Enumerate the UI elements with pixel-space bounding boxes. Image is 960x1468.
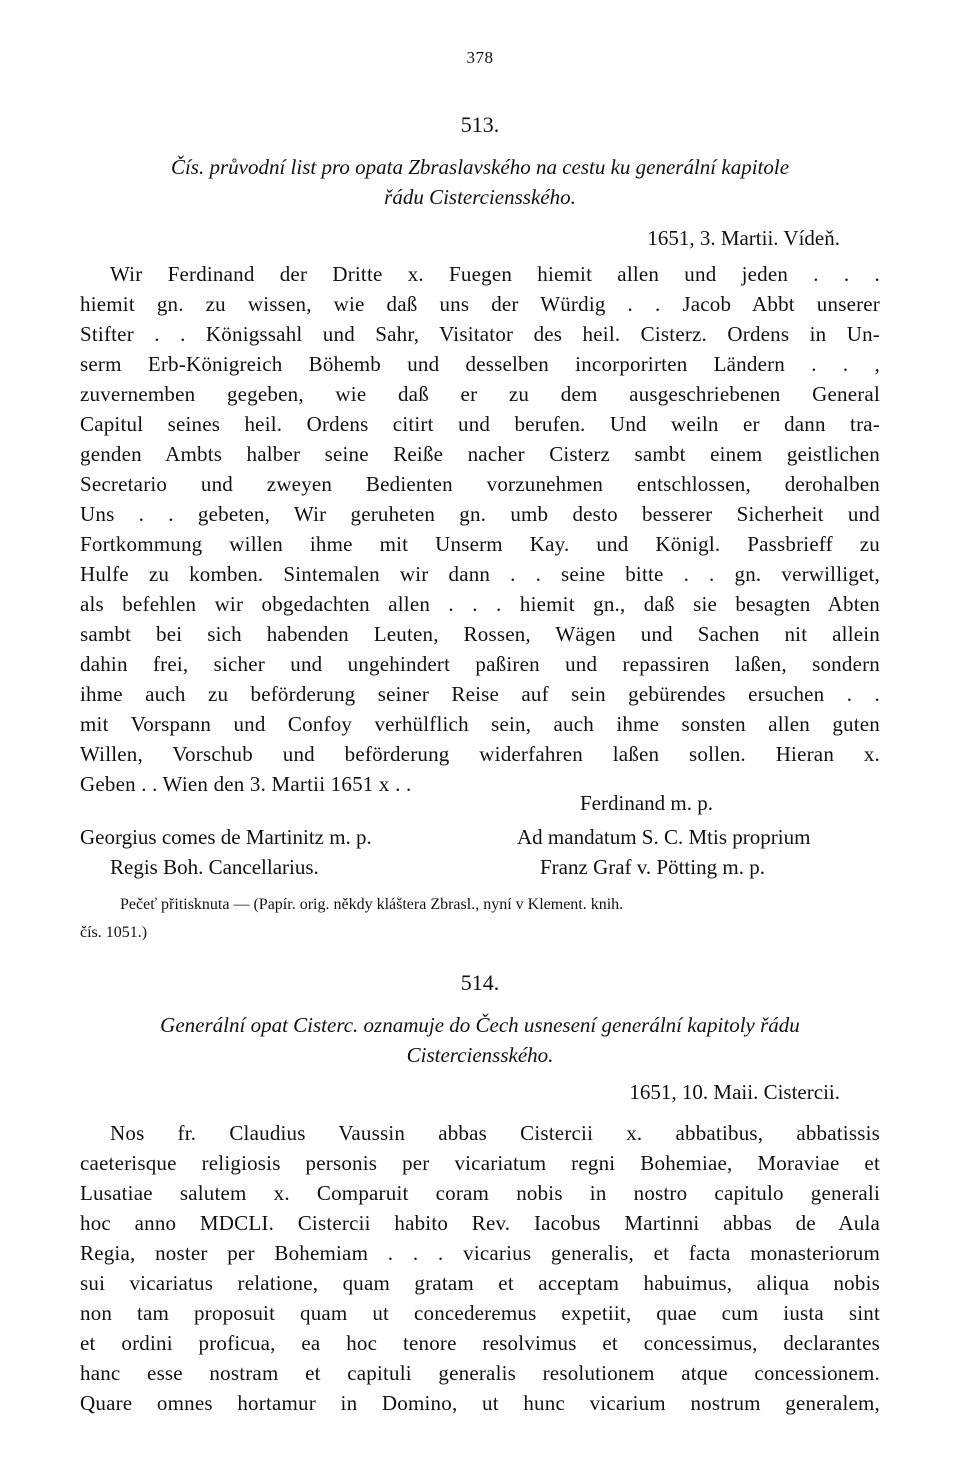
text-line: Willen, Vorschub und beförderung widerfahren laßen sollen. Hieran x.: [80, 742, 880, 766]
text-line: Secretario und zweyen Bedienten vorzunehmen entschlossen, derohalben: [80, 472, 880, 496]
text-line: sui vicariatus relatione, quam gratam et acceptam habuimus, aliqua nobis: [80, 1271, 880, 1295]
text-line: serm Erb-Königreich Böhemb und desselben incorporirten Ländern . . ,: [80, 352, 880, 376]
text-line: Capitul seines heil. Ordens citirt und berufen. Und weiln er dann tra-: [80, 412, 880, 436]
signature-mandate: Ad mandatum S. C. Mtis proprium: [517, 825, 811, 849]
document-body: [80, 1118, 880, 1418]
text-line: zuvernemben gegeben, wie daß er zu dem ausgeschriebenen General: [80, 382, 880, 406]
signature-title: Regis Boh. Cancellarius.: [110, 855, 319, 879]
text-line: et ordini proficua, ea hoc tenore resolvimus et concessimus, declarantes: [80, 1331, 880, 1355]
text-line: hoc anno MDCLI. Cistercii habito Rev. Iacobus Martinni abbas de Aula: [80, 1211, 880, 1235]
document-heading: [80, 152, 880, 212]
heading-line: Čís. průvodní list pro opata Zbraslavského na cestu ku generální kapitole: [170, 155, 790, 179]
text-line: Wir Ferdinand der Dritte x. Fuegen hiemit allen und jeden . . .: [110, 262, 880, 286]
text-line: dahin frei, sicher und ungehindert paßiren und repassiren laßen, sondern: [80, 652, 880, 676]
text-line: hiemit gn. zu wissen, wie daß uns der Würdig . . Jacob Abbt unserer: [80, 292, 880, 316]
document-date: 1651, 10. Maii. Cistercii.: [629, 1080, 840, 1104]
archival-note: [80, 891, 880, 947]
text-line: Geben . . Wien den 3. Martii 1651 x . .: [80, 772, 412, 796]
text-line: sambt bei sich habenden Leuten, Rossen, Wägen und Sachen nit allein: [80, 622, 880, 646]
note-line: čís. 1051.): [80, 924, 148, 941]
text-line: Quare omnes hortamur in Domino, ut hunc vicarium nostrum generalem,: [80, 1391, 880, 1415]
text-line: Fortkommung willen ihme mit Unserm Kay. und Königl. Passbrieff zu: [80, 532, 880, 556]
document-date: 1651, 3. Martii. Vídeň.: [647, 226, 840, 250]
text-line: mit Vorspann und Confoy verhülflich sein, auch ihme sonsten allen guten: [80, 712, 880, 736]
signature-poetting: Franz Graf v. Pötting m. p.: [540, 855, 765, 879]
text-line: non tam proposuit quam ut concederemus expetiit, quae cum iusta sint: [80, 1301, 880, 1325]
text-line: als befehlen wir obgedachten allen . . . hiemit gn., daß sie besagten Abten: [80, 592, 880, 616]
text-line: Regia, noster per Bohemiam . . . vicarius generalis, et facta monasteriorum: [80, 1241, 880, 1265]
text-line: ihme auch zu beförderung seiner Reise auf sein gebürendes ersuchen . .: [80, 682, 880, 706]
signature-ferdinand: Ferdinand m. p.: [580, 791, 713, 815]
text-line: caeterisque religiosis personis per vicariatum regni Bohemiae, Moraviae et: [80, 1151, 880, 1175]
text-line: hanc esse nostram et capituli generalis resolutionem atque concessionem.: [80, 1361, 880, 1385]
page-number: 378: [466, 48, 494, 67]
text-line: genden Ambts halber seine Reiße nacher Cisterz sambt einem geistlichen: [80, 442, 880, 466]
heading-line: řádu Cisterciensského.: [384, 185, 576, 209]
heading-line: Cisterciensského.: [406, 1043, 554, 1067]
heading-line: Generální opat Cisterc. oznamuje do Čech usnesení generální kapitoly řádu: [160, 1013, 800, 1037]
document-number: 513.: [460, 112, 500, 137]
note-line: Pečeť přitisknuta — (Papír. orig. někdy kláštera Zbrasl., nyní v Klement. knih.: [120, 896, 624, 913]
document-heading: [80, 1010, 880, 1070]
signature-martinitz: Georgius comes de Martinitz m. p.: [80, 825, 372, 849]
text-line: Nos fr. Claudius Vaussin abbas Cistercii x. abbatibus, abbatissis: [110, 1121, 880, 1145]
text-line: Uns . . gebeten, Wir geruheten gn. umb desto besserer Sicherheit und: [80, 502, 880, 526]
text-line: Lusatiae salutem x. Comparuit coram nobis in nostro capitulo generali: [80, 1181, 880, 1205]
document-body: [80, 259, 880, 799]
document-number: 514.: [460, 970, 500, 995]
text-line: Hulfe zu komben. Sintemalen wir dann . . seine bitte . . gn. verwilliget,: [80, 562, 880, 586]
text-line: Stifter . . Königssahl und Sahr, Visitator des heil. Cisterz. Ordens in Un-: [80, 322, 880, 346]
